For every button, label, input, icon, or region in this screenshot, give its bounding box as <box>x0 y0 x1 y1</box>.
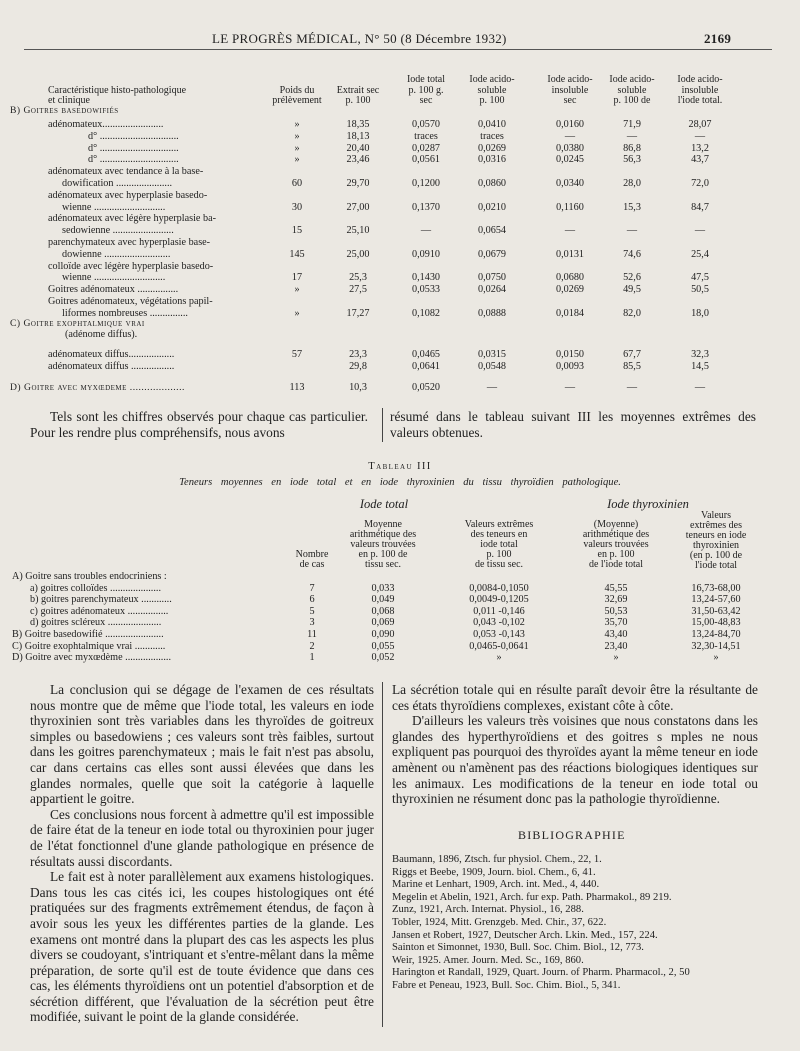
table3-value-cell: 2 <box>309 640 315 652</box>
table1-row-label: wienne ............................ <box>62 272 166 284</box>
mid-left-paragraph: Tels sont les chiffres observés pour chaque cas particulier. Pour les rendre plus compréhensifs, nous avons <box>30 409 368 440</box>
table3-row-label: c) goitres adénomateux ................ <box>30 605 169 617</box>
table1-header-cell: p. 100 de <box>613 95 651 106</box>
table1-value-cell: 25,10 <box>346 225 370 237</box>
table3-value-cell: 0,069 <box>371 617 395 629</box>
table1-section-c-sub: (adénome diffus). <box>65 329 138 340</box>
table1-value-cell: 0,0680 <box>555 272 585 284</box>
table1-value-cell: 57 <box>291 349 303 360</box>
table3-value-cell: 43,40 <box>604 629 628 640</box>
bibliography-entry: Zunz, 1921, Arch. Internat. Physiol., 16, 288. <box>392 904 584 916</box>
bibliography-entry: Sainton et Simonnet, 1930, Bull. Soc. Chim. Biol., 12, 773. <box>392 942 644 954</box>
table1-value-cell: 0,0131 <box>555 248 585 260</box>
table3-value-cell: 23,40 <box>604 640 628 652</box>
table3-value-cell: 11 <box>307 629 317 640</box>
table1-value-cell: 0,0210 <box>477 201 507 213</box>
table3-value-cell: 32,30-14,51 <box>691 640 741 652</box>
table1-row-label: d° ............................... <box>88 154 179 166</box>
table3-group-iode-thyroxinien: Iode thyroxinien <box>607 497 689 511</box>
table1-row-label: d° ............................... <box>88 142 179 154</box>
table1-value-cell: 18,35 <box>346 119 370 130</box>
table1-value-cell: » <box>294 142 300 154</box>
table1-value-cell: 47,5 <box>691 272 709 284</box>
table1-row-label: adénomateux diffus.................. <box>48 349 175 360</box>
table3-value-cell: 15,00-48,83 <box>691 617 741 629</box>
table3-header-cell: p. 100 <box>486 549 512 560</box>
table1-value-cell: — <box>420 225 432 237</box>
table3-row-label: a) goitres colloïdes .................... <box>30 582 161 594</box>
table1-value-cell: 113 <box>289 382 305 393</box>
table1-value-cell: 86,8 <box>623 142 641 154</box>
table1-value-cell: 0,0184 <box>555 307 585 319</box>
table1-header-cell: soluble <box>617 84 647 96</box>
table1-value-cell: 17,27 <box>346 307 370 319</box>
table1-value-cell: 27,5 <box>349 284 367 296</box>
table1-value-cell: 0,0410 <box>477 119 507 130</box>
table1-section-d: D) Goitre avec myxœdeme ................... <box>10 382 185 393</box>
table1-row-label: adénomateux avec légère hyperplasie ba- <box>48 213 217 225</box>
table1-value-cell: » <box>294 130 300 142</box>
page-number: 2169 <box>704 31 732 46</box>
table3-row-label: A) Goitre sans troubles endocriniens : <box>12 571 167 582</box>
table3-row-label: d) goitres scléreux ..................... <box>30 617 162 629</box>
table1-value-cell: 74,6 <box>623 248 641 260</box>
table1-row-label: wienne ............................ <box>62 201 166 213</box>
table1-value-cell: 0,0570 <box>411 119 441 130</box>
table1-row-label: parenchymateux avec hyperplasie base- <box>48 237 211 248</box>
table1-header-cell: l'iode total. <box>677 95 723 106</box>
table1-value-cell: 23,46 <box>346 154 370 166</box>
bibliography <box>392 854 760 993</box>
table1-value-cell: 0,0316 <box>477 154 507 166</box>
table1-value-cell: — <box>626 382 638 393</box>
table1-value-cell: 0,1430 <box>411 272 441 284</box>
table1-value-cell: 28,07 <box>688 119 712 130</box>
table1-value-cell: 67,7 <box>623 349 641 360</box>
table3-value-cell: 31,50-63,42 <box>691 605 741 617</box>
table1-row-label: adénomateux avec hyperplasie basedo- <box>48 189 208 201</box>
table3-value-cell: 16,73-68,00 <box>691 582 741 594</box>
table1-header-cell: insoluble <box>551 84 589 96</box>
journal-title: LE PROGRÈS MÉDICAL, N° 50 (8 Décembre 1932) <box>212 31 507 46</box>
table3-value-cell: 0,011 -0,146 <box>473 605 525 617</box>
table1-value-cell: 0,0561 <box>411 154 441 166</box>
table3-value-cell: 0,053 -0,143 <box>473 629 525 640</box>
bibliography-entry: Weir, 1925. Amer. Journ. Med. Sc., 169, 860. <box>392 954 584 966</box>
table1-value-cell: 84,7 <box>691 201 709 213</box>
table3-value-cell: 35,70 <box>604 617 628 629</box>
table1-value-cell: — <box>564 225 576 237</box>
bibliography-entry: Harington et Randall, 1929, Quart. Journ. of Pharm. Pharmacol., 2, 50 <box>392 967 690 979</box>
table1-value-cell: 49,5 <box>623 284 641 296</box>
table3-value-cell: 0,052 <box>371 652 395 664</box>
table1-header-cell: Extrait sec <box>336 84 380 96</box>
table3-header-cell: de cas <box>299 559 325 570</box>
table1-header-cell: Iode acido- <box>677 74 723 85</box>
table1-value-cell: 0,0465 <box>411 349 441 360</box>
bibliography-entry: Baumann, 1896, Ztsch. fur physiol. Chem., 22, 1. <box>392 854 602 865</box>
table1-value-cell: 13,2 <box>691 142 709 154</box>
table1-header-cell: Caractéristique histo-pathologique <box>48 84 187 96</box>
table1-header-cell: sec <box>563 95 577 106</box>
table3-header-cell: Valeurs extrêmes <box>464 519 534 530</box>
table1-value-cell: 25,3 <box>349 272 367 284</box>
bibliography-entry: Jansen et Robert, 1927, Deutscher Arch. Lkin. Med., 157, 224. <box>392 929 658 941</box>
table3-value-cell: 5 <box>309 605 315 617</box>
table1-value-cell: 60 <box>291 178 303 189</box>
table3-group-iode-total: Iode total <box>359 497 409 511</box>
table1-value-cell: 0,1200 <box>411 178 441 189</box>
table1-value-cell: 0,0315 <box>477 349 507 360</box>
table1-value-cell: 0,0860 <box>477 178 507 189</box>
table3-value-cell: 13,24-57,60 <box>691 594 741 606</box>
right-paragraph: La sécrétion totale qui en résulte paraît devoir être la résultante de ces états thyroïdiens complexes, existant côte à côte. <box>392 682 758 713</box>
table1-value-cell: 56,3 <box>623 154 641 166</box>
table3-row-label: B) Goitre basedowifié ....................... <box>12 629 164 640</box>
table1-value-cell: 0,0750 <box>477 272 507 284</box>
table1-value-cell: 18,13 <box>346 130 370 142</box>
table3-header-cell: iode total <box>480 539 518 550</box>
table1-value-cell: 82,0 <box>623 307 641 319</box>
table1-value-cell: 71,9 <box>623 119 641 130</box>
table1-value-cell: 50,5 <box>691 284 709 296</box>
table1-value-cell: 20,40 <box>346 142 370 154</box>
table1-row-label: colloïde avec légère hyperplasie basedo- <box>48 260 214 272</box>
table1-value-cell: 0,0287 <box>411 142 441 154</box>
table3-value-cell: 3 <box>309 617 315 629</box>
table1-value-cell: 0,0269 <box>555 284 585 296</box>
table1-header-cell: sec <box>419 95 433 106</box>
table1-value-cell: 0,0269 <box>477 142 507 154</box>
bibliography-entry: Marine et Lenhart, 1909, Arch. int. Med., 4, 440. <box>392 879 600 891</box>
table3-value-cell: 0,055 <box>371 640 395 652</box>
table3-header-cell: valeurs trouvées <box>583 539 649 550</box>
table1-header-cell: Iode acido- <box>469 74 515 85</box>
table1-value-cell: 0,0150 <box>555 349 585 360</box>
running-header <box>212 31 507 47</box>
table1-value-cell: 30 <box>291 201 303 213</box>
table1-value-cell: 0,0679 <box>477 248 507 260</box>
table3-value-cell: 0,090 <box>371 629 395 640</box>
table1-value-cell: 0,0910 <box>411 248 441 260</box>
table1-header-cell: Iode acido- <box>547 74 593 85</box>
table1-row-label: d° ............................... <box>88 130 179 142</box>
table1-value-cell: 23,3 <box>349 349 367 360</box>
table3-header-cell: des teneurs en <box>470 529 528 540</box>
table1-value-cell: 0,1160 <box>556 201 584 213</box>
table3-value-cell: 13,24-84,70 <box>691 629 741 640</box>
table3-header-cell: (Moyenne) <box>593 519 639 530</box>
table1-header-cell: Poids du <box>279 84 315 96</box>
table1-value-cell: 0,1082 <box>411 307 441 319</box>
table1-row-label: dowification ...................... <box>62 178 173 189</box>
table1-row-label: Goitres adénomateux ................ <box>48 284 179 296</box>
table3-value-cell: 0,043 -0,102 <box>473 617 525 629</box>
table1-value-cell: traces <box>480 130 504 142</box>
table1-value-cell: 32,3 <box>691 349 709 360</box>
table1-row-label: Goitres adénomateux, végétations papil- <box>48 296 213 307</box>
table1-value-cell: 145 <box>289 248 305 260</box>
table1-row-label: liformes nombreuses ............... <box>62 307 188 319</box>
table3-header-cell: en p. 100 <box>597 549 635 560</box>
table3-value-cell: 0,0084-0,1050 <box>469 582 529 594</box>
table1-value-cell: — <box>626 130 638 142</box>
left-paragraph: Le fait est à noter parallèlement aux examens histologiques. Dans tous les cas cités ici, les coupes histologiques ont été pratiquées sur des fragments extrêmement étendus, de façon à avoir sous les yeux les différentes parties de la glande. Les examens ont montré dans la plupart des cas les aspects les plus divers se coudoyant, s'intriquant et s'entre-mêlant dans la même préparation, de sorte qu'il est de toute évidence que dans ces cas, les éléments thyroïdiens ont un potentiel d'absorption et de sécrétion différent, que l'évaluation de la sécrétion peut être modifiée, suivant le point de la glande considérée. <box>30 869 374 1025</box>
column-rule-bottom <box>382 682 383 1027</box>
table3-header-cell: de tissu sec. <box>474 559 524 570</box>
table1-header-cell: p. 100 <box>345 95 371 106</box>
table1-value-cell: 15 <box>291 225 303 237</box>
table1-header-cell: p. 100 <box>479 95 505 106</box>
left-paragraph: Ces conclusions nous forcent à admettre qu'il est impossible de faire état de la teneur en iode total ou thyroxinien pour juger de l'état fonctionnel d'une glande pathologique en présence de résultats aussi discordants. <box>30 806 374 869</box>
table1-value-cell: 43,7 <box>691 154 709 166</box>
table1-value-cell: 18,0 <box>691 307 709 319</box>
table1-value-cell: 0,0093 <box>555 361 585 372</box>
table1-value-cell: 0,1370 <box>411 201 441 213</box>
table3-header-cell: teneurs en iode <box>685 530 747 541</box>
table3-header-cell: tissu sec. <box>364 559 402 570</box>
table1-value-cell: — <box>694 130 706 142</box>
table1-section-c: C) Goitre exophtalmique vrai <box>10 318 145 329</box>
table1-value-cell: — <box>564 382 576 393</box>
table1-value-cell: 52,6 <box>623 272 641 284</box>
table3-header-cell: l'iode total <box>694 560 738 571</box>
table1-value-cell: » <box>294 119 300 130</box>
table3-header-cell: Moyenne <box>364 519 402 530</box>
table3-header-cell: en p. 100 de <box>358 549 408 560</box>
table1-value-cell: — <box>694 382 706 393</box>
table3-value-cell: 50,53 <box>604 605 628 617</box>
table1-value-cell: 85,5 <box>623 361 641 372</box>
left-column-text <box>30 682 374 1025</box>
table3-header-cell: Nombre <box>295 549 329 560</box>
table1-value-cell: 25,4 <box>691 248 709 260</box>
table3-row-label: C) Goitre exophtalmique vrai ............ <box>12 640 166 652</box>
table1-value-cell: 0,0264 <box>477 284 507 296</box>
table3-header-cell: (en p. 100 de <box>689 550 743 561</box>
table1-row-label: adénomateux diffus ................. <box>48 361 175 372</box>
table3-value-cell: » <box>613 652 619 664</box>
table3-row-label: D) Goitre avec myxœdème .................. <box>12 652 171 664</box>
table1-value-cell: 28,0 <box>623 178 641 189</box>
table1-header-cell: Iode total <box>406 74 446 85</box>
table1-header-cell: prélèvement <box>272 95 322 106</box>
table1-row-label: sedowienne ........................ <box>62 225 174 237</box>
table1-value-cell: — <box>564 130 576 142</box>
table3-caption: Teneurs moyennes en iode total et en iode thyroxinien du tissu thyroïdien pathologique. <box>179 477 621 488</box>
table3-value-cell: 1 <box>309 652 315 664</box>
header-rule <box>24 49 772 50</box>
table1-value-cell: traces <box>414 130 438 142</box>
table3-header-cell: valeurs trouvées <box>350 539 416 550</box>
bibliography-entry: Tobler, 1924, Mitt. Grenzgeb. Med. Chir., 37, 622. <box>392 916 607 928</box>
table3-value-cell: » <box>713 652 719 664</box>
table3-value-cell: 0,033 <box>371 582 395 594</box>
table1-header-cell: insoluble <box>681 84 719 96</box>
left-paragraph: La conclusion qui se dégage de l'examen de ces résultats nous montre que de même que l'iode total, les valeurs en iode thyroxinien sont très variables dans les thyroïdes de goitreux simples ou basedowiens ; ces valeurs sont très faibles, surtout dans les goitres parenchymateux ; mais le fait n'est pas absolu, car dans certains cas elles sont aussi élevées que dans les glandes normales, quelle que soit la catégorie à laquelle appartient le goitre. <box>30 682 374 807</box>
bibliography-entry: Fabre et Peneau, 1923, Bull. Soc. Chim. Biol., 5, 341. <box>392 979 621 991</box>
table1-row-label: dowienne .......................... <box>62 248 171 260</box>
right-paragraph: D'ailleurs les valeurs très voisines que nous constatons dans les glandes des hyperthyroïdiens et des goitres s mples ne nous expliquent pas pourquoi des thyroïdes ayant la même teneur en iode amènent ou n'amènent pas des réactions biologiques identiques sur les animaux. Les modifications de la teneur en iode total ou thyroxinien ne résument donc pas la pathologie thyroïdienne. <box>392 713 758 807</box>
table3-value-cell: 0,068 <box>371 605 395 617</box>
table3-row-label: b) goitres parenchymateux ............ <box>30 594 172 606</box>
bibliography-title: BIBLIOGRAPHIE <box>518 828 626 842</box>
table3-value-cell: 6 <box>309 594 315 606</box>
table3-header-cell: Valeurs <box>701 510 731 521</box>
table3-header-cell: extrêmes des <box>690 520 742 531</box>
table1-value-cell: 0,0520 <box>411 382 441 393</box>
bibliography-entry: Riggs et Beebe, 1909, Journ. biol. Chem., 6, 41. <box>392 866 596 878</box>
table3-label: Tableau III <box>368 461 432 472</box>
mid-right-paragraph: résumé dans le tableau suivant III les moyennes extrêmes des valeurs obtenues. <box>390 409 756 440</box>
table1-header-cell: p. 100 g. <box>408 84 444 96</box>
table1-value-cell: — <box>694 225 706 237</box>
table1-row-label: adénomateux........................ <box>48 119 164 130</box>
table3-value-cell: » <box>496 652 502 664</box>
table1-value-cell: — <box>626 225 638 237</box>
table1-value-cell: 0,0533 <box>411 284 441 296</box>
table1-value-cell: » <box>294 154 300 166</box>
table1-value-cell: 15,3 <box>623 201 641 213</box>
table3-value-cell: 0,049 <box>371 594 395 606</box>
table1-value-cell: » <box>294 307 300 319</box>
table1-value-cell: 0,0340 <box>555 178 585 189</box>
table1-value-cell: » <box>294 284 300 296</box>
table1-section-b: B) Goitres basedowifiés <box>10 105 119 116</box>
table3-value-cell: 0,0465-0,0641 <box>469 640 529 652</box>
table3-value-cell: 45,55 <box>604 582 628 594</box>
table1-value-cell: 72,0 <box>691 178 709 189</box>
table1-row-label: adénomateux avec tendance à la base- <box>48 166 204 178</box>
table3-header-cell: arithmétique des <box>349 529 417 540</box>
table1-value-cell: 17 <box>291 272 303 284</box>
table3-value-cell: 7 <box>309 582 315 594</box>
table1-value-cell: 29,70 <box>346 178 370 189</box>
right-column-text <box>392 682 758 807</box>
table1-value-cell: 27,00 <box>346 201 370 213</box>
table1-header-cell: et clinique <box>48 95 90 106</box>
table1-value-cell: 0,0548 <box>477 361 507 372</box>
bibliography-entry: Megelin et Abelin, 1921, Arch. fur exp. Path. Pharmakol., 89 219. <box>392 891 672 903</box>
table1-value-cell: 0,0654 <box>477 225 507 237</box>
table3-value-cell: 32,69 <box>604 594 628 606</box>
table3-header-cell: arithmétique des <box>582 529 650 540</box>
table3-value-cell: 0,0049-0,1205 <box>469 594 529 606</box>
table1-header-cell: soluble <box>477 84 507 96</box>
table1-value-cell: 0,0245 <box>555 154 585 166</box>
table1-value-cell: 0,0641 <box>411 361 441 372</box>
table1-value-cell: 10,3 <box>349 382 367 393</box>
table3-header-cell: thyroxinien <box>692 540 740 551</box>
table1-value-cell: 0,0160 <box>555 119 585 130</box>
table1-value-cell: 29,8 <box>349 361 367 372</box>
column-rule <box>382 408 383 442</box>
table1-value-cell: 14,5 <box>691 361 709 372</box>
table1-value-cell: 0,0888 <box>477 307 507 319</box>
table1-value-cell: 25,00 <box>346 248 370 260</box>
table3-header-cell: de l'iode total <box>588 559 644 570</box>
table1-value-cell: 0,0380 <box>555 142 585 154</box>
table1-header-cell: Iode acido- <box>609 74 655 85</box>
table1-value-cell: — <box>486 382 498 393</box>
